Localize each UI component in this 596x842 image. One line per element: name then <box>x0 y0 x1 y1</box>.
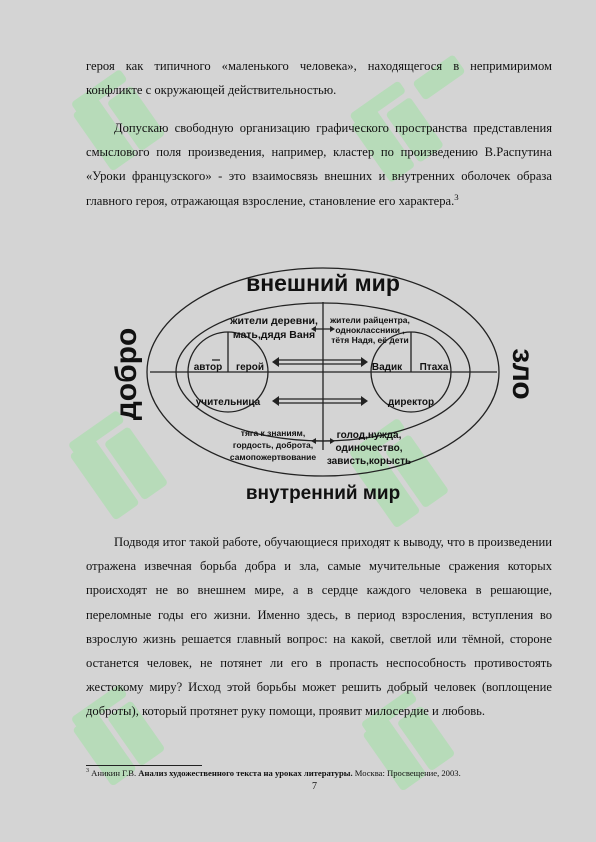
left-circle-a: автор <box>193 362 223 373</box>
footnote-ref: 3 <box>454 191 459 202</box>
page-number: 7 <box>312 781 317 792</box>
paragraph-cluster <box>86 116 552 213</box>
footnote <box>86 768 556 779</box>
upper-left-line-1: жители деревни, <box>230 315 318 327</box>
upper-right-line-3: тётя Надя, её дети <box>331 335 409 345</box>
paragraph-continuation <box>86 54 552 102</box>
lower-left-line-3: самопожертвование <box>229 452 317 462</box>
right-circle-b: Птаха <box>419 362 449 373</box>
footnote-title: Анализ художественного текста на уроках литературы. <box>138 768 353 778</box>
upper-left-line-2: мать,дядя Ваня <box>232 329 316 341</box>
lower-right-line-1: голод,нужда, <box>336 430 402 441</box>
footnote-number: 3 <box>86 768 90 775</box>
footnote-publisher: Москва: Просвещение, 2003. <box>354 768 461 778</box>
right-circle-a: Вадик <box>371 362 403 373</box>
diagram-right-side: зло <box>506 348 539 400</box>
left-circle-b: герой <box>235 362 265 373</box>
upper-right-line-1: жители райцентра, <box>330 315 410 325</box>
cluster-diagram <box>110 258 539 514</box>
diagram-left-side: добро <box>110 327 143 421</box>
diagram-outer-top: внешний мир <box>246 270 400 296</box>
footnote-author: Аникин Г.В. <box>91 768 137 778</box>
left-circle-c: учительница <box>195 397 261 408</box>
diagram-outer-bottom: внутренний мир <box>245 483 401 504</box>
lower-left-line-1: тяга к знаниям, <box>240 428 306 438</box>
lower-right-line-2: одиночество, <box>335 443 403 454</box>
paragraph-1: героя как типичного «маленького человека», находящегося в непримиримом конфликте с окружающей действительностью. <box>86 59 552 98</box>
lower-left-line-2: гордость, доброта, <box>232 440 314 450</box>
footnote-separator <box>86 765 202 766</box>
paragraph-conclusion <box>86 530 552 724</box>
right-circle-c: директор <box>387 397 435 408</box>
paragraph-3: Подводя итог такой работе, обучающиеся приходят к выводу, что в произведении отражена извечная борьба добра и зла, самые мучительные сражения которых происходят не во внешнем мире, а в сердце каждого человека в решающие, переломные годы его жизни. Именно здесь, в период взросления, вступления во взрослую жизнь решается главный вопрос: на какой, светлой или тёмной, стороне останется человек, не потянет ли его в пропасть неспособность противостоять жестокому миру? Исход этой борьбы может решить добрый человек (воплощение доброты), который протянет руку помощи, проявит милосердие и любовь. <box>86 535 552 719</box>
paragraph-2-text: Допускаю свободную организацию графического пространства представления смыслового поля произведения, например, кластер по произведению В.Распутина «Уроки французского» - это взаимосвязь внешних и внутренних оболочек образа главного героя, отражающая взросление, становление его характера. <box>86 121 552 208</box>
upper-right-line-2: одноклассники , <box>335 325 405 335</box>
paragraph-2 <box>86 116 552 213</box>
lower-right-line-3: зависть,корысть <box>326 456 412 467</box>
